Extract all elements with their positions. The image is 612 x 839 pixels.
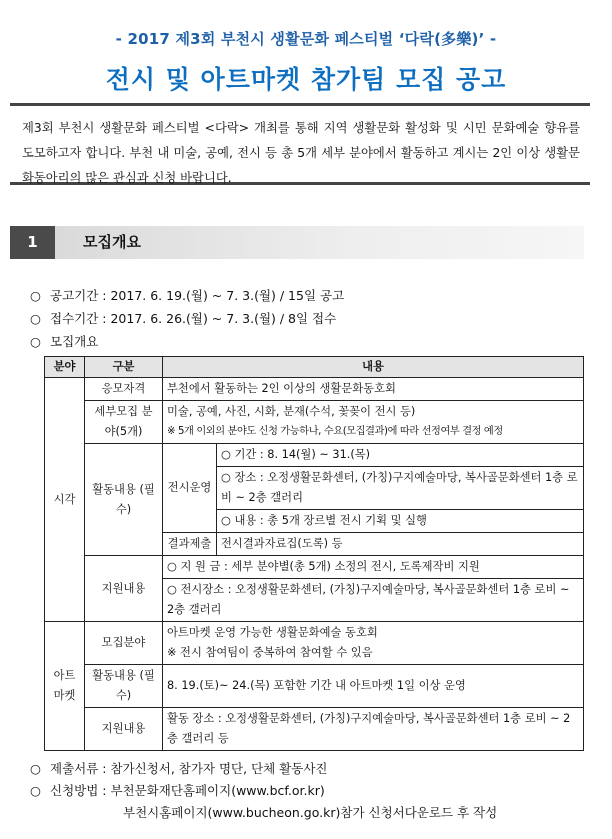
table-header: 내용: [163, 357, 584, 378]
row-label: 세부모집 분야(5개): [85, 401, 163, 444]
intro-text: 제3회 부천시 생활문화 페스티벌 <다락> 개최를 통해 지역 생활문화 활성화 및 시민 문화예술 향유를 도모하고자 합니다. 부천 내 미술, 공예, 전시 등 총 5개 세부 분야에서 활동하고 계시는 2인 이상 생활문화동아리의 많은 관심과 신청 바랍니다.: [22, 121, 580, 185]
table-header: 분야: [45, 357, 85, 378]
market-field-note: ※ 전시 참여팀이 중복하여 참여할 수 있음: [167, 646, 373, 659]
market-field-line: 아트마켓 운영 가능한 생활문화예술 동호회: [167, 626, 378, 639]
row-value: 부천에서 활동하는 2인 이상의 생활문화동호회: [163, 378, 584, 401]
bullet-marker: ○: [30, 334, 41, 349]
list-item: [30, 780, 590, 802]
recruitment-table: [44, 356, 584, 751]
table-row: [45, 622, 584, 665]
row-label: 활동내용 (필수): [85, 444, 163, 556]
category-cell: 시각: [45, 378, 85, 622]
row-label: 지원내용: [85, 708, 163, 751]
list-item: [30, 307, 590, 330]
table-row: [45, 378, 584, 401]
list-item: [30, 758, 590, 780]
table-row: [45, 444, 584, 467]
bullet-marker: ○: [30, 288, 41, 303]
application-method-sub: 부천시홈페이지(www.bucheon.go.kr)참가 신청서다운로드 후 작성: [123, 805, 498, 820]
category-cell: 아트 마켓: [45, 622, 85, 751]
page-title: 전시 및 아트마켓 참가팀 모집 공고: [105, 65, 507, 94]
row-label: 지원내용: [85, 556, 163, 622]
row-value: ○ 기간 : 8. 14(월) ~ 31.(목): [217, 444, 584, 467]
row-value: ○ 내용 : 총 5개 장르별 전시 기획 및 실행: [217, 510, 584, 533]
row-value: [163, 401, 584, 444]
fields-note: ※ 5개 이외의 분야도 신청 가능하나, 수요(모집결과)에 따라 선정여부 결정 예정: [167, 426, 503, 437]
table-row: [45, 665, 584, 708]
row-label: 활동내용 (필수): [85, 665, 163, 708]
submission-period: 접수기간 : 2017. 6. 26.(월) ~ 7. 3.(월) / 8일 접수: [50, 311, 337, 326]
bullet-marker: ○: [30, 783, 41, 798]
row-value: 8. 19.(토)~ 24.(목) 포함한 기간 내 아트마켓 1일 이상 운영: [163, 665, 584, 708]
table-header: 구분: [85, 357, 163, 378]
table-row: [45, 401, 584, 444]
footer-list: [30, 758, 590, 824]
list-item: [30, 284, 590, 307]
application-method: 신청방법 : 부천문화재단홈페이지(www.bcf.or.kr): [50, 783, 325, 798]
row-value: ○ 장소 : 오정생활문화센터, (가칭)구지예술마당, 복사골문화센터 1층 로비 ~ 2층 갤러리: [217, 467, 584, 510]
row-value: 전시결과자료집(도록) 등: [217, 533, 584, 556]
row-value: [163, 622, 584, 665]
sub-label: 전시운영: [163, 444, 217, 533]
list-item: [30, 330, 590, 353]
row-value: ○ 지 원 금 : 세부 분야별(총 5개) 소정의 전시, 도록제작비 지원: [163, 556, 584, 579]
section-number: 1: [10, 226, 55, 259]
row-value: ○ 전시장소 : 오정생활문화센터, (가칭)구지예술마당, 복사골문화센터 1층 로비 ~ 2층 갤러리: [163, 579, 584, 622]
row-label: 모집분야: [85, 622, 163, 665]
intro-box: [10, 103, 590, 185]
bullet-marker: ○: [30, 761, 41, 776]
submission-docs: 제출서류 : 참가신청서, 참가자 명단, 단체 활동사진: [50, 761, 328, 776]
row-label: 응모자격: [85, 378, 163, 401]
table-row: [45, 708, 584, 751]
section-header: [10, 226, 584, 259]
table-header-row: [45, 357, 584, 378]
bullet-list: [30, 284, 590, 353]
sub-label: 결과제출: [163, 533, 217, 556]
fields-line: 미술, 공예, 사진, 시화, 분재(수석, 꽃꽂이 전시 등): [167, 405, 416, 418]
overview-label: 모집개요: [50, 334, 99, 349]
subtitle: - 2017 제3회 부천시 생활문화 페스티벌 ‘다락(多樂)’ -: [115, 30, 497, 48]
bullet-marker: ○: [30, 311, 41, 326]
section-title: 모집개요: [83, 233, 141, 251]
table-row: [45, 556, 584, 579]
notice-period: 공고기간 : 2017. 6. 19.(월) ~ 7. 3.(월) / 15일 공고: [50, 288, 345, 303]
row-value: 활동 장소 : 오정생활문화센터, (가칭)구지예술마당, 복사골문화센터 1층 로비 ~ 2층 갤러리 등: [163, 708, 584, 751]
